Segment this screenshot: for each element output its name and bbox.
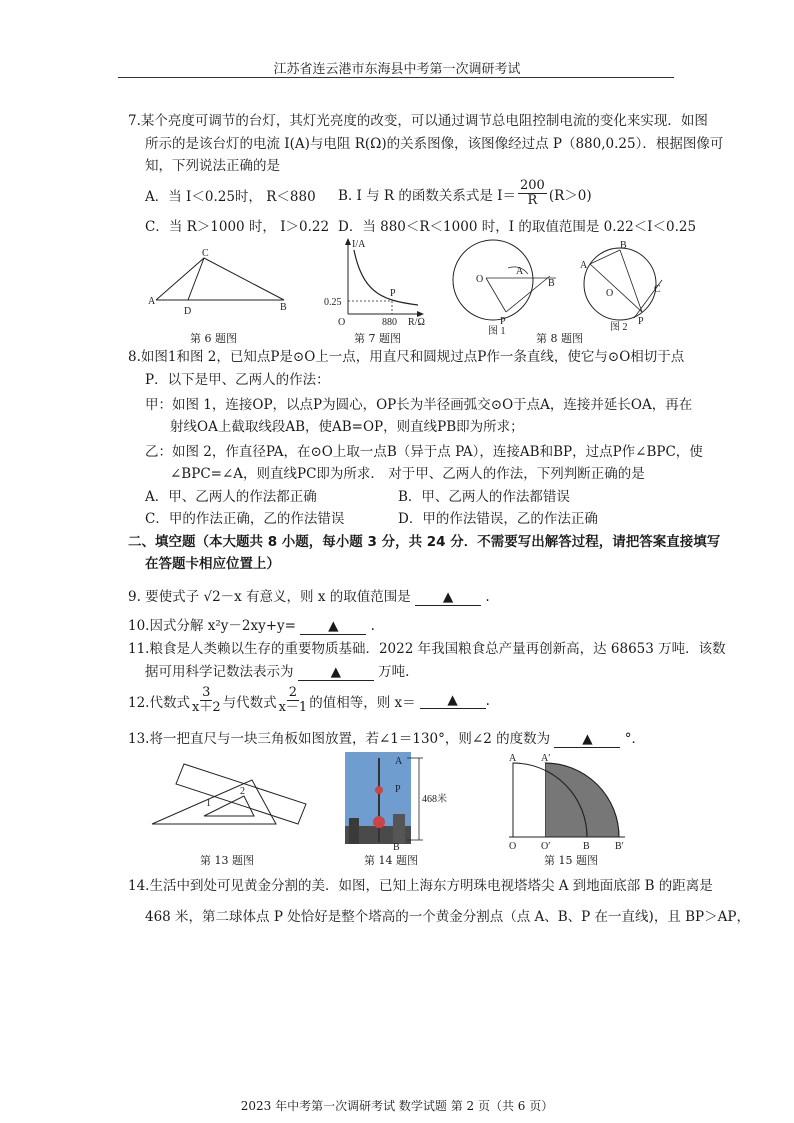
label-a-prime: A′ xyxy=(541,753,551,764)
segment-pb xyxy=(506,276,550,312)
figure-14-caption: 第 14 题图 xyxy=(364,854,418,867)
q11-answer-blank[interactable]: ▲ xyxy=(298,664,374,681)
q11-text: 据可用科学记数法表示为 xyxy=(145,664,294,680)
fig2-label-o: O xyxy=(606,288,614,299)
q7-option-a: A．当 I＜0.25时， R＜880 xyxy=(145,189,316,205)
fraction-numerator: 200 xyxy=(520,178,545,193)
q12 xyxy=(128,686,490,715)
label-o-prime: O′ xyxy=(541,841,551,852)
header-rule xyxy=(118,77,674,78)
figure-6-triangle xyxy=(148,248,298,328)
q8-line-4: 射线OA上截取线段AB，使AB=OP，则直线PB即为所求； xyxy=(170,419,524,435)
y-axis-arrow xyxy=(345,238,351,245)
q7-line-1: 7.某个亮度可调节的台灯，其灯光亮度的改变，可以通过调节总电阻控制电流的变化来实现．如图 xyxy=(128,113,708,129)
fraction-numerator: 2 xyxy=(288,685,298,700)
q12-text-1: 12.代数式 xyxy=(128,694,190,711)
shaded-sector xyxy=(545,763,619,837)
q10-text: 10.因式分解 x²y－2xy+y= xyxy=(128,618,296,634)
q9 xyxy=(128,586,490,608)
q8-option-d: D．甲的作法错误，乙的作法正确 xyxy=(398,511,598,527)
segment-bp xyxy=(620,250,642,312)
fig2-label-a: A xyxy=(580,260,588,271)
segment-cd xyxy=(188,258,204,300)
angle-1-label: 1 xyxy=(206,798,211,809)
q7-option-c: C．当 R＞1000 时， I＞0.22 xyxy=(145,219,330,235)
q8-line-2: P．以下是甲、乙两人的作法： xyxy=(145,372,330,388)
x-value-label: 880 xyxy=(382,317,397,328)
figure-13-ruler-triangle xyxy=(148,762,313,842)
y-axis-label: I/A xyxy=(352,239,366,250)
fig1-label-p: P xyxy=(500,316,506,327)
q9-text: 9. 要使式子 √2－x 有意义，则 x 的取值范围是 xyxy=(128,589,411,605)
q11-line-2 xyxy=(145,661,409,683)
q12-end: . xyxy=(485,692,490,709)
tower-upper-sphere xyxy=(375,786,383,794)
page-header: 江苏省连云港市东海县中考第一次调研考试 xyxy=(273,62,521,77)
section-2-heading-cont: 在答题卡相应位置上） xyxy=(145,556,280,572)
q8-line-1: 8.如图1和图 2，已知点P是⊙O上一点，用直尺和圆规过点P作一条直线，使它与⊙O相切于点 xyxy=(128,349,685,365)
q10 xyxy=(128,615,375,637)
figure-14-tower xyxy=(345,752,455,853)
label-c: C xyxy=(202,248,209,259)
fig1-label-a: A xyxy=(516,266,524,277)
fig1-label-o: O xyxy=(476,274,484,285)
q10-end: . xyxy=(370,618,375,634)
figure-7-caption: 第 7 题图 xyxy=(354,332,401,345)
q12-text-3: 的值相等，则 x＝ xyxy=(309,694,416,711)
figure-7-graph xyxy=(320,236,430,331)
figure-6-caption: 第 6 题图 xyxy=(190,332,237,345)
q11-line-1: 11.粮食是人类赖以生存的重要物质基础．2022 年我国粮食总产量再创新高，达 68653 万吨．该数 xyxy=(128,641,726,657)
label-d: D xyxy=(184,306,192,317)
fig1-caption: 图 1 xyxy=(488,326,506,337)
building xyxy=(393,814,405,844)
label-b: B xyxy=(583,841,590,852)
x-axis-label: R/Ω xyxy=(408,317,425,328)
figure-15-caption: 第 15 题图 xyxy=(544,854,598,867)
q8-option-c: C．甲的作法正确，乙的作法错误 xyxy=(145,511,345,527)
fraction-numerator: 3 xyxy=(202,685,211,700)
origin-label: O xyxy=(338,317,346,328)
q10-answer-blank[interactable]: ▲ xyxy=(300,618,366,635)
height-label: 468米 xyxy=(422,794,447,805)
segment-op xyxy=(486,278,506,312)
q7-option-b-text: B. I 与 R 的函数关系式是 I＝ xyxy=(338,187,516,204)
fig2-label-p: P xyxy=(638,316,644,327)
q8-line-6: ∠BPC=∠A，则直线PC即为所求． 对于甲、乙两人的作法，下列判断正确的是 xyxy=(170,466,645,482)
label-b: B xyxy=(393,842,400,853)
q14-line-1: 14.生活中到处可见黄金分割的美．如图，已知上海东方明珠电视塔塔尖 A 到地面底部 B 的距离是 xyxy=(128,878,713,894)
q7-option-d: D．当 880＜R＜1000 时，I 的取值范围是 0.22＜I＜0.25 xyxy=(338,219,697,235)
segment-ab xyxy=(590,250,620,264)
angle-2-label: 2 xyxy=(240,786,245,797)
diameter-pa xyxy=(590,264,642,312)
figure-8-caption: 第 8 题图 xyxy=(536,332,583,345)
fig2-caption: 图 2 xyxy=(610,322,628,333)
y-value-label: 0.25 xyxy=(324,297,342,308)
fig2-label-c: C xyxy=(654,284,661,295)
label-b: B xyxy=(280,302,287,313)
label-a: A xyxy=(148,296,156,307)
q7-option-b-condition: (R＞0) xyxy=(548,187,592,204)
circle-fig1 xyxy=(453,240,533,320)
fraction-denominator: x－1 xyxy=(278,700,308,715)
figure-8-circles xyxy=(448,240,678,335)
triangle-board-inner xyxy=(204,796,254,816)
label-o: O xyxy=(509,841,517,852)
q7-option-b-fraction xyxy=(518,179,547,208)
q12-fraction-1 xyxy=(192,686,221,715)
label-a: A xyxy=(509,753,517,764)
q7-option-b xyxy=(338,179,592,208)
sector-clear xyxy=(513,763,545,837)
q8-line-3: 甲：如图 1，连接OP，以点P为圆心，OP长为半径画弧交⊙O于点A，连接并延长OA，再在 xyxy=(145,397,693,413)
q8-option-b: B．甲、乙两人的作法都错误 xyxy=(398,489,570,505)
page-footer: 2023 年中考第一次调研考试 数学试题 第 2 页（共 6 页） xyxy=(240,1099,554,1113)
q8-option-a: A．甲、乙两人的作法都正确 xyxy=(145,489,317,505)
q13-answer-blank[interactable]: ▲ xyxy=(554,731,620,748)
q14-line-2: 468 米，第二球体点 P 处恰好是整个塔高的一个黄金分割点（点 A、B、P 在一直线)，且 BP＞AP， xyxy=(145,909,750,925)
q13 xyxy=(128,728,645,750)
q9-answer-blank[interactable]: ▲ xyxy=(415,589,481,606)
figure-13-caption: 第 13 题图 xyxy=(200,854,254,867)
q12-fraction-2 xyxy=(279,686,308,715)
point-p-label: P xyxy=(390,288,396,299)
q7-line-2: 所示的是该台灯的电流 I(A)与电阻 R(Ω)的关系图像，该图像经过点 P（880,0.25）．根据图像可 xyxy=(145,136,724,152)
label-a: A xyxy=(395,756,403,767)
curve-i-vs-r xyxy=(354,250,418,305)
q12-text-2: 与代数式 xyxy=(222,694,277,711)
fig2-label-b: B xyxy=(620,240,627,251)
q12-answer-blank[interactable]: ▲ xyxy=(420,692,486,709)
label-b-prime: B′ xyxy=(615,841,624,852)
label-p: P xyxy=(395,784,401,795)
q8-line-5: 乙：如图 2，作直径PA，在⊙O上取一点B（异于点 PA），连接AB和BP，过点P作∠BPC，使 xyxy=(145,444,703,460)
q13-end: °． xyxy=(624,731,645,747)
q9-end: . xyxy=(485,589,490,605)
triangle-board-outer xyxy=(152,780,276,824)
circle-fig2 xyxy=(584,248,656,320)
figure-15-sectors xyxy=(505,753,635,852)
fraction-denominator: x＋2 xyxy=(191,700,221,715)
section-2-heading: 二、填空题（本大题共 8 小题，每小题 3 分，共 24 分．不需要写出解答过程，请把答案直接填写 xyxy=(128,534,721,550)
q7-line-3: 知，下列说法正确的是 xyxy=(145,158,280,174)
q13-text: 13.将一把直尺与一块三角板如图放置，若∠1＝130°，则∠2 的度数为 xyxy=(128,731,551,747)
q11-unit: 万吨. xyxy=(378,664,410,680)
triangle-abc xyxy=(156,258,284,300)
fraction-denominator: R xyxy=(527,193,538,208)
fig1-label-b: B xyxy=(548,278,555,289)
tower-lower-sphere xyxy=(373,816,385,828)
building xyxy=(349,818,359,844)
